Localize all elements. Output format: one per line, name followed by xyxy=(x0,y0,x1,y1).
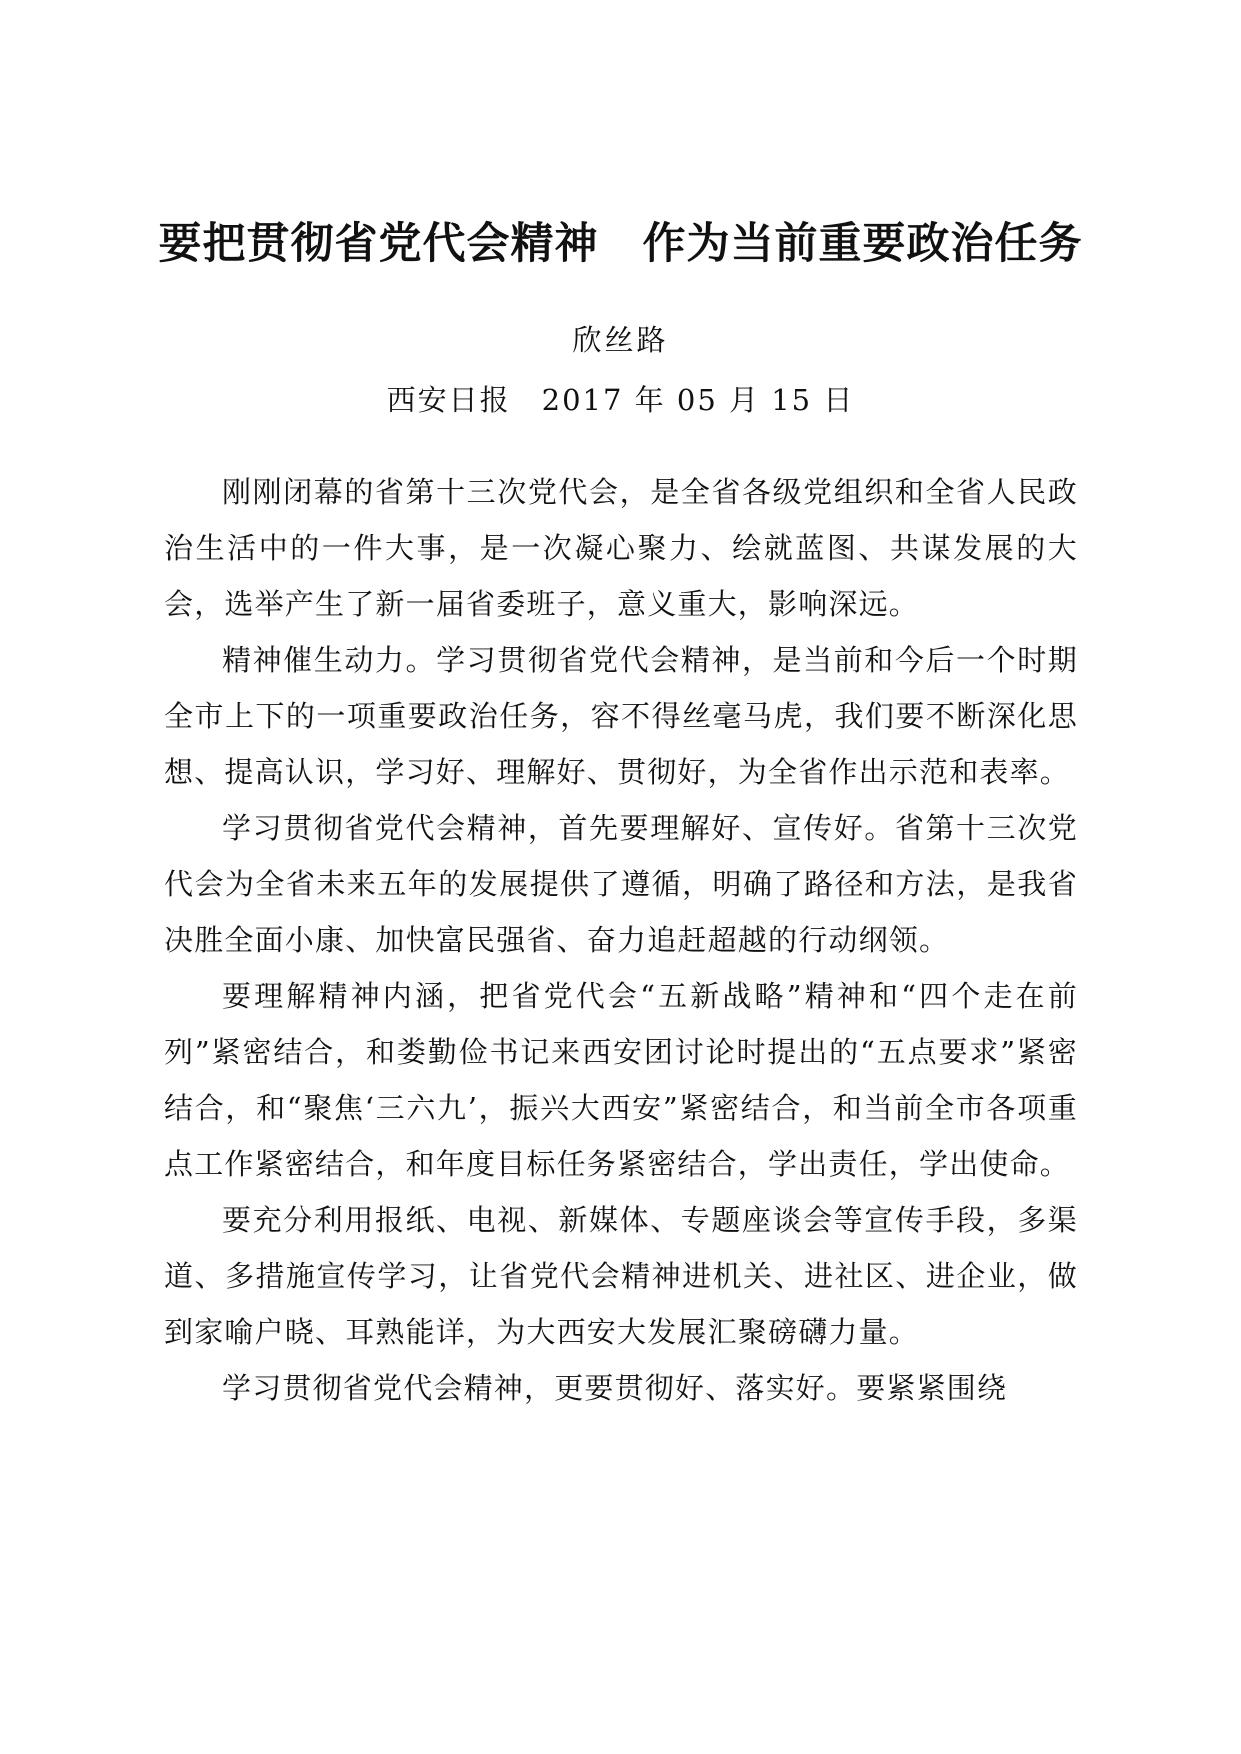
paragraph: 精神催生动力。学习贯彻省党代会精神，是当前和今后一个时期全市上下的一项重要政治任务，容不得丝毫马虎，我们要不断深化思想、提高认识，学习好、理解好、贯彻好，为全省作出示范和表率。 xyxy=(164,643,1078,789)
paragraph: 学习贯彻省党代会精神，首先要理解好、宣传好。省第十三次党代会为全省未来五年的发展提供了遵循，明确了路径和方法，是我省决胜全面小康、加快富民强省、奋力追赶超越的行动纲领。 xyxy=(164,811,1078,957)
paragraph: 学习贯彻省党代会精神，更要贯彻好、落实好。要紧紧围绕 xyxy=(222,1371,1008,1405)
article-body xyxy=(164,464,1078,1416)
paragraph: 要充分利用报纸、电视、新媒体、专题座谈会等宣传手段，多渠道、多措施宣传学习，让省党代会精神进机关、进社区、进企业，做到家喻户晓、耳熟能详，为大西安大发展汇聚磅礴力量。 xyxy=(164,1203,1078,1349)
article-author: 欣丝路 xyxy=(572,323,669,357)
paragraph: 要理解精神内涵，把省党代会“五新战略”精神和“四个走在前列”紧密结合，和娄勤俭书记来西安团讨论时提出的“五点要求”紧密结合，和“聚焦‘三六九’，振兴大西安”紧密结合，和当前全市各项重点工作紧密结合，和年度目标任务紧密结合，学出责任，学出使命。 xyxy=(164,979,1078,1181)
paragraph: 刚刚闭幕的省第十三次党代会，是全省各级党组织和全省人民政治生活中的一件大事，是一次凝心聚力、绘就蓝图、共谋发展的大会，选举产生了新一届省委班子，意义重大，影响深远。 xyxy=(164,475,1078,621)
article-title: 要把贯彻省党代会精神 作为当前重要政治任务 xyxy=(158,219,1083,269)
article-source-date: 西安日报 2017 年 05 月 15 日 xyxy=(386,383,855,417)
